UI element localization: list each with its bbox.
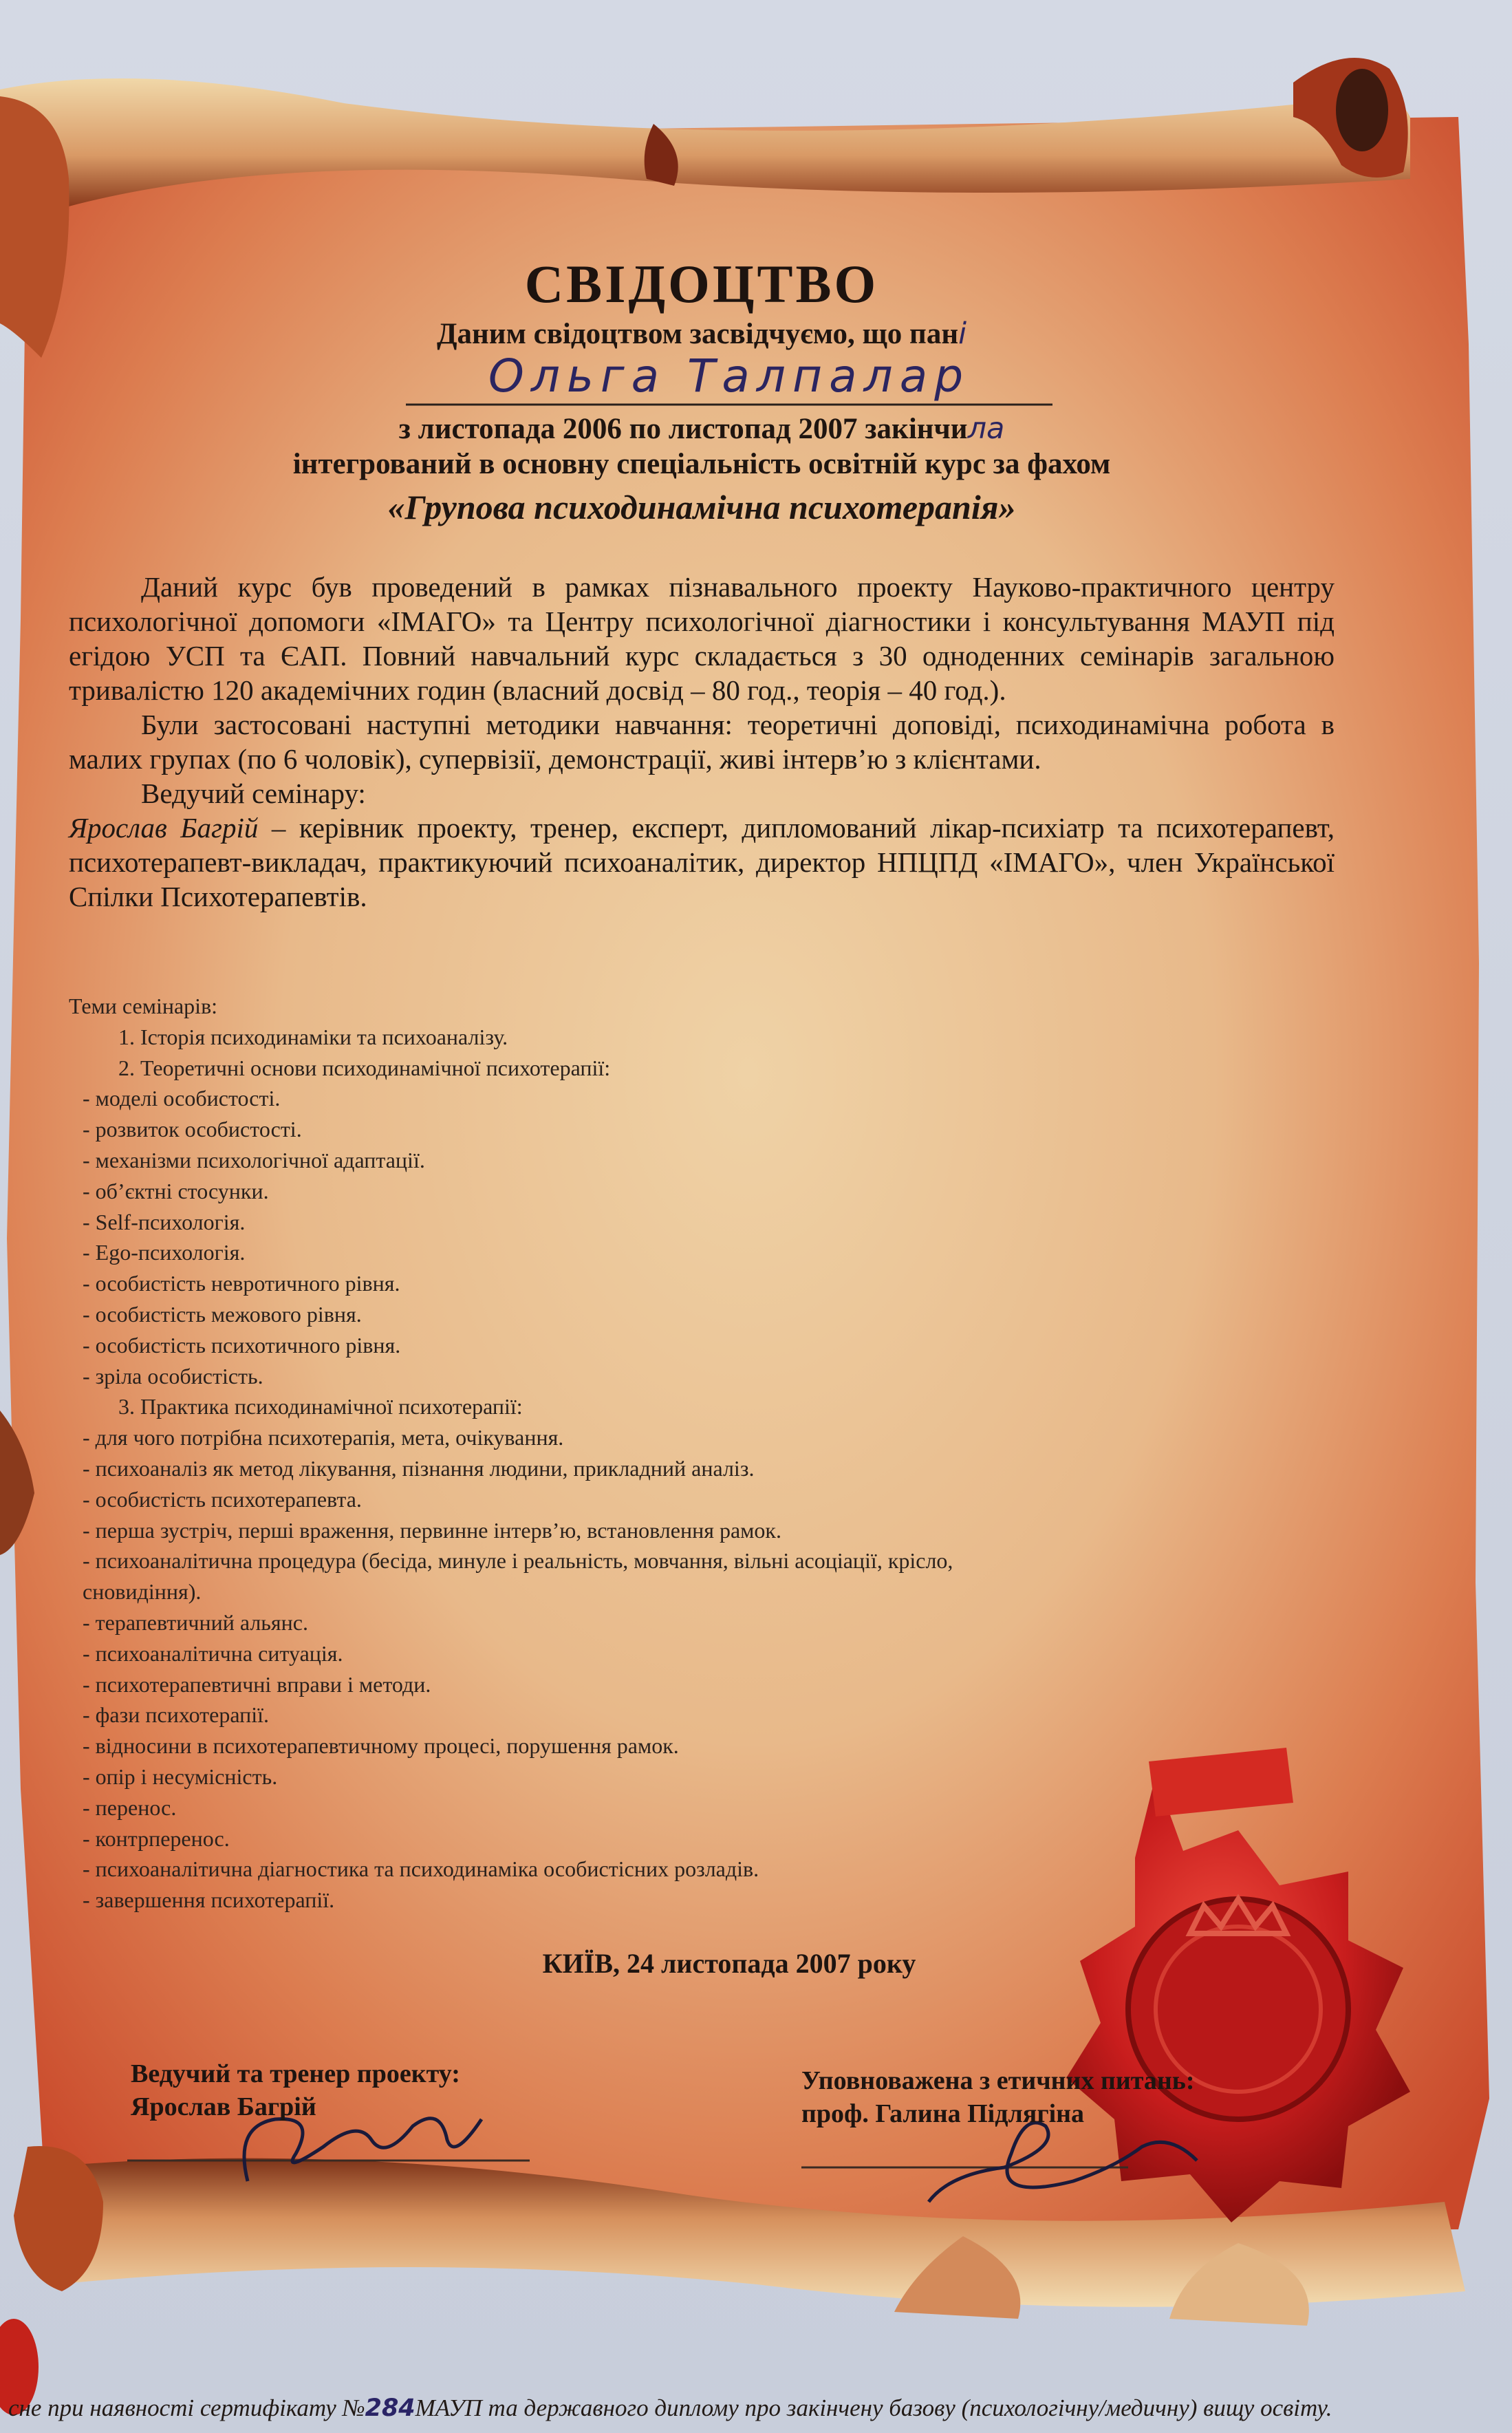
topic-item: - особистість психотерапевта. xyxy=(83,1486,362,1512)
host-description: – керівник проекту, тренер, експерт, дипломований лікар-психіатр та психотерапевт, психотерапевт-викладач, практикуючий психоаналітик, директор НПЦПД «ІМАГО», член Української Спілки Психотерапевтів. xyxy=(69,812,1335,912)
topic-item: - психотерапевтичні вправи і методи. xyxy=(83,1671,431,1697)
topic-item: - психоаналіз як метод лікування, пізнання людини, прикладний аналіз. xyxy=(83,1455,755,1481)
course-name: «Групова психодинамічна психотерапія» xyxy=(387,488,1016,526)
line1-prefix: Даним свідоцтвом засвідчуємо, що пан xyxy=(436,318,959,350)
footer-note xyxy=(0,2394,1512,2422)
certificate-line-3: інтегрований в основну спеціальність освітній курс за фахом xyxy=(292,448,1111,480)
topic-item: - перенос. xyxy=(83,1794,177,1820)
topic-item: - моделі особистості. xyxy=(83,1086,281,1111)
place-date: КИЇВ, 24 листопада 2007 року xyxy=(542,1948,916,1979)
host-label: Ведучий семінару: xyxy=(141,778,366,809)
course-description xyxy=(69,570,1335,914)
topic-item: - психоаналітична діагностика та психодинаміка особистісних розладів. xyxy=(83,1856,759,1882)
topic-item: - особистість невротичного рівня. xyxy=(83,1271,400,1296)
topic-item: - розвиток особистості. xyxy=(83,1117,302,1142)
paragraph-1: Даний курс був проведений в рамках пізнавального проекту Науково-практичного центру психологічної допомоги «ІМАГО» та Центру психологічної діагностики і консультування МАУП під егідою УСП та ЄАП. Повний навчальний курс складається з 30 одноденних семінарів загальною тривалістю 120 академічних годин (власний досвід – 80 год., теорія – 40 год.). xyxy=(69,571,1335,706)
topic-item: 1. Історія психодинаміки та психоаналізу. xyxy=(118,1024,508,1049)
topic-item: - психоаналітична ситуація. xyxy=(83,1640,343,1666)
signature-right-title: Уповноважена з етичних питань: xyxy=(801,2066,1195,2095)
signature-right xyxy=(801,2064,1195,2130)
recipient-name: Ольга Талпалар xyxy=(488,350,971,403)
topic-item: - Self-психологія. xyxy=(83,1209,246,1234)
topic-item: - особистість межового рівня. xyxy=(83,1301,362,1327)
topic-item: - Ego-психологія. xyxy=(83,1240,246,1265)
footer-prefix: сне при наявності сертифікату № xyxy=(8,2394,365,2421)
topics-heading: Теми семінарів: xyxy=(69,994,218,1018)
footer-number: 284 xyxy=(365,2394,415,2422)
topic-item: - завершення психотерапії. xyxy=(83,1887,335,1913)
topic-item: - об’єктні стосунки. xyxy=(83,1178,269,1203)
topic-item: - зріла особистість. xyxy=(83,1363,263,1389)
signature-right-name: проф. Галина Підлягіна xyxy=(801,2099,1085,2128)
signature-left xyxy=(131,2057,460,2123)
topic-item: - перша зустріч, перші враження, первинне інтерв’ю, встановлення рамок. xyxy=(83,1517,781,1543)
topic-list xyxy=(69,1022,1238,1916)
topic-item: - терапевтичний альянс. xyxy=(83,1609,308,1635)
signature-left-title: Ведучий та тренер проекту: xyxy=(131,2059,460,2088)
host-name: Ярослав Багрій xyxy=(69,812,259,844)
certificate-line-2 xyxy=(0,411,1403,446)
topic-item: - фази психотерапії. xyxy=(83,1702,270,1728)
topic-item: 2. Теоретичні основи психодинамічної психотерапії: xyxy=(118,1055,611,1080)
paragraph-2: Були застосовані наступні методики навчання: теоретичні доповіді, психодинамічна робота в малих групах (по 6 чоловік), супервізії, демонстрації, живі інтерв’ю з клієнтами. xyxy=(69,709,1335,775)
host-paragraph xyxy=(69,811,1335,914)
topic-item: 3. Практика психодинамічної психотерапії: xyxy=(118,1394,523,1419)
topic-item: - контрперенос. xyxy=(83,1825,230,1851)
topic-item: - відносини в психотерапевтичному процесі, порушення рамок. xyxy=(83,1733,679,1759)
topic-item: - механізми психологічної адаптації. xyxy=(83,1147,425,1172)
topic-item: - особистість психотичного рівня. xyxy=(83,1332,401,1358)
line1-suffix: і xyxy=(958,317,967,351)
topic-item: сновидіння). xyxy=(83,1579,202,1605)
line2-suffix: ла xyxy=(967,411,1005,446)
seminar-topics xyxy=(69,991,1238,1916)
certificate-line-1 xyxy=(0,317,1403,351)
certificate-title: СВІДОЦТВО xyxy=(524,254,879,314)
footer-suffix: МАУП та державного диплому про закінчену базову (психологічну/медичну) вищу освіту. xyxy=(415,2394,1332,2421)
topic-item: - для чого потрібна психотерапія, мета, очікування. xyxy=(83,1425,564,1450)
topic-item: - опір і несумісність. xyxy=(83,1764,278,1789)
signature-left-name: Ярослав Багрій xyxy=(131,2092,316,2121)
line2-prefix: з листопада 2006 по листопад 2007 закінчи xyxy=(398,413,968,445)
topic-item: - психоаналітична процедура (бесіда, минуле і реальність, мовчання, вільні асоціації, крісло, xyxy=(83,1548,953,1574)
